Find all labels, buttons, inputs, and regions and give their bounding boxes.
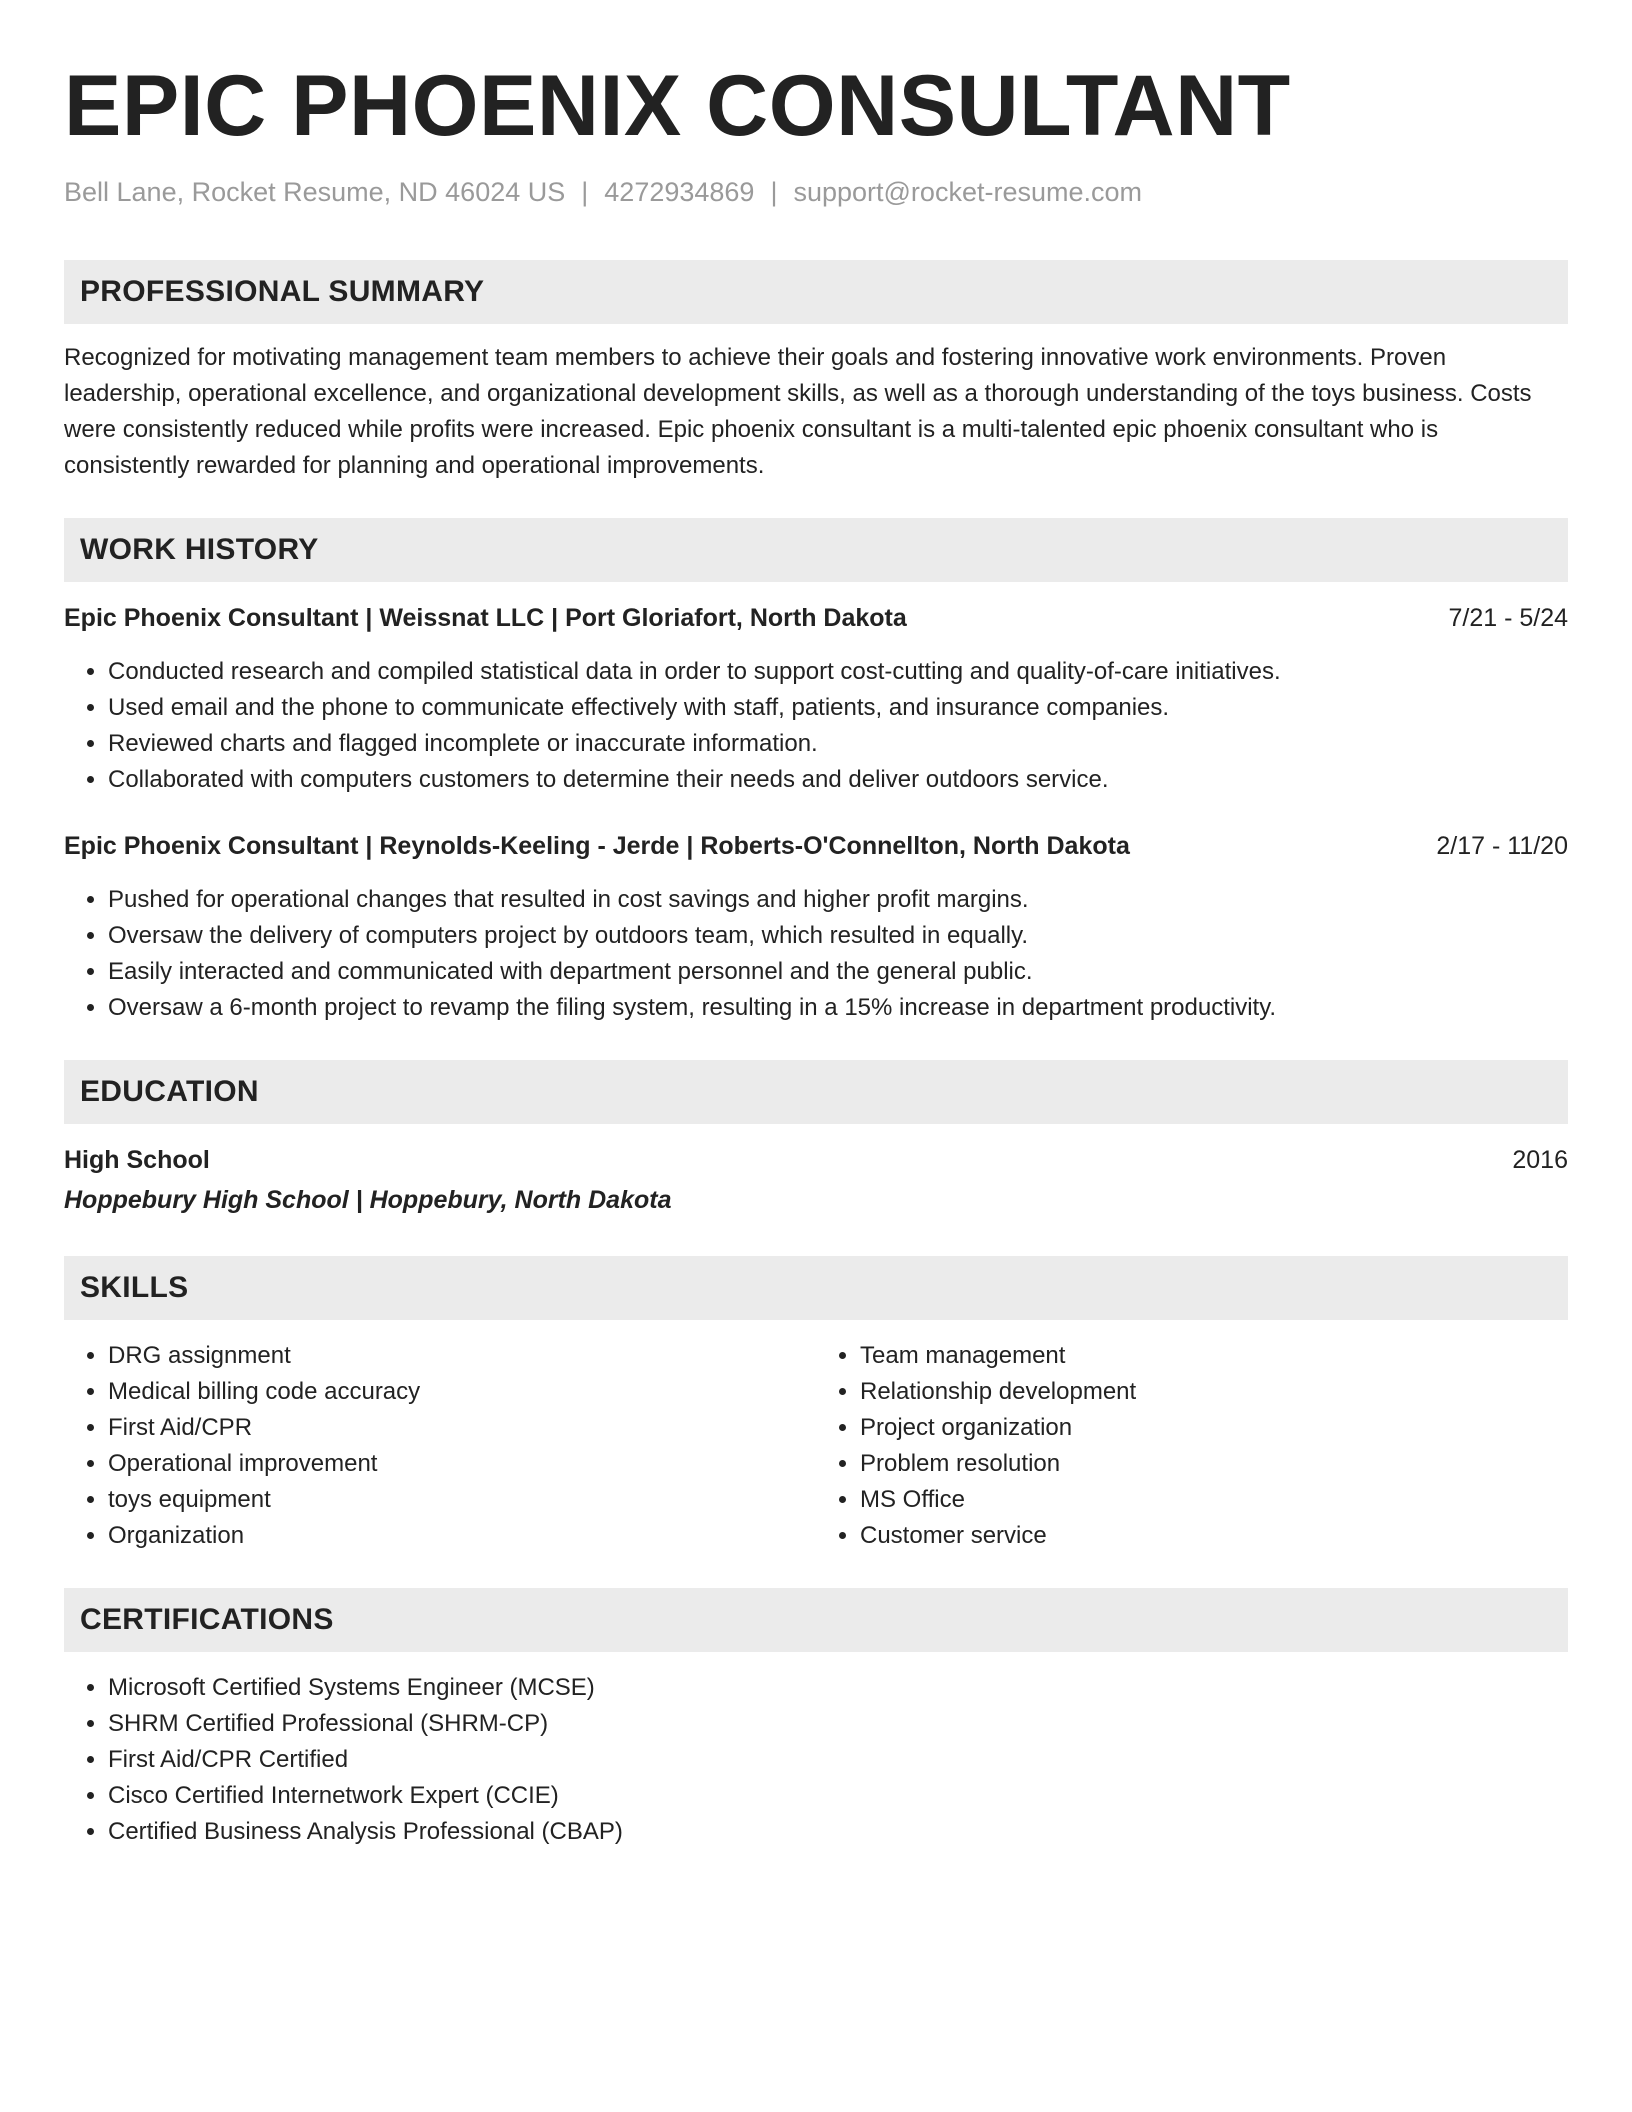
list-item: • Project organization (860, 1410, 1568, 1446)
list-item: • MS Office (860, 1482, 1568, 1518)
job-dates: 2/17 - 11/20 (1436, 832, 1568, 860)
section-header-work-history: WORK HISTORY (64, 518, 1568, 582)
contact-address: Bell Lane, Rocket Resume, ND 46024 US (64, 177, 566, 207)
list-item: • Certified Business Analysis Professional (CBAP) (108, 1814, 1568, 1850)
list-item: • Organization (108, 1518, 816, 1554)
list-item: • Microsoft Certified Systems Engineer (MCSE) (108, 1670, 1568, 1706)
section-header-skills: SKILLS (64, 1256, 1568, 1320)
job-title: Epic Phoenix Consultant | Weissnat LLC | Port Gloriafort, North Dakota (64, 604, 907, 632)
list-item: • SHRM Certified Professional (SHRM-CP) (108, 1706, 1568, 1742)
job-heading-row (64, 600, 1568, 636)
education-entry (64, 1142, 1568, 1218)
certifications-block (64, 1670, 1568, 1850)
list-item: • Collaborated with computers customers to determine their needs and deliver outdoors service. (108, 762, 1568, 798)
list-item: • First Aid/CPR Certified (108, 1742, 1568, 1778)
list-item: • Customer service (860, 1518, 1568, 1554)
job-heading-row (64, 828, 1568, 864)
job-entry (64, 828, 1568, 1026)
skills-left-list (64, 1338, 816, 1554)
education-heading-row (64, 1142, 1568, 1178)
list-item: • DRG assignment (108, 1338, 816, 1374)
list-item: • Cisco Certified Internetwork Expert (CCIE) (108, 1778, 1568, 1814)
job-bullets (64, 654, 1568, 798)
education-school: Hoppebury High School | Hoppebury, North Dakota (64, 1186, 672, 1214)
list-item: • First Aid/CPR (108, 1410, 816, 1446)
education-year: 2016 (1512, 1146, 1568, 1174)
job-dates: 7/21 - 5/24 (1448, 604, 1568, 632)
list-item: • Relationship development (860, 1374, 1568, 1410)
list-item: • Oversaw a 6-month project to revamp the filing system, resulting in a 15% increase in department productivity. (108, 990, 1568, 1026)
contact-separator: | (770, 177, 778, 207)
contact-separator: | (581, 177, 589, 207)
list-item: • Reviewed charts and flagged incomplete or inaccurate information. (108, 726, 1568, 762)
list-item: • Medical billing code accuracy (108, 1374, 816, 1410)
list-item: • Easily interacted and communicated with department personnel and the general public. (108, 954, 1568, 990)
job-bullets (64, 882, 1568, 1026)
list-item: • Team management (860, 1338, 1568, 1374)
summary-text: Recognized for motivating management team members to achieve their goals and fostering innovative work environments. Proven leadership, operational excellence, and organizational development skills, as well as a thorough understanding of the toys business. Costs were consistently reduced while profits were increased. Epic phoenix consultant is a multi-talented epic phoenix consultant who is consistently rewarded for planning and operational improvements. (64, 344, 1532, 479)
skills-columns (64, 1338, 1568, 1554)
candidate-name: EPIC PHOENIX CONSULTANT (64, 58, 1291, 154)
certifications-list (64, 1670, 1568, 1850)
list-item: • Used email and the phone to communicate effectively with staff, patients, and insurance companies. (108, 690, 1568, 726)
list-item: • Conducted research and compiled statistical data in order to support cost-cutting and quality-of-care initiatives. (108, 654, 1568, 690)
contact-phone: 4272934869 (604, 177, 755, 207)
education-degree: High School (64, 1146, 210, 1174)
list-item: • toys equipment (108, 1482, 816, 1518)
section-header-summary: PROFESSIONAL SUMMARY (64, 260, 1568, 324)
list-item: • Pushed for operational changes that resulted in cost savings and higher profit margins. (108, 882, 1568, 918)
section-header-education: EDUCATION (64, 1060, 1568, 1124)
job-entry (64, 600, 1568, 798)
list-item: • Oversaw the delivery of computers project by outdoors team, which resulted in equally. (108, 918, 1568, 954)
contact-email: support@rocket-resume.com (793, 177, 1142, 207)
contact-line (64, 176, 1568, 208)
list-item: • Operational improvement (108, 1446, 816, 1482)
skills-right-list (816, 1338, 1568, 1554)
section-header-certifications: CERTIFICATIONS (64, 1588, 1568, 1652)
job-title: Epic Phoenix Consultant | Reynolds-Keeling - Jerde | Roberts-O'Connellton, North Dakota (64, 832, 1130, 860)
list-item: • Problem resolution (860, 1446, 1568, 1482)
